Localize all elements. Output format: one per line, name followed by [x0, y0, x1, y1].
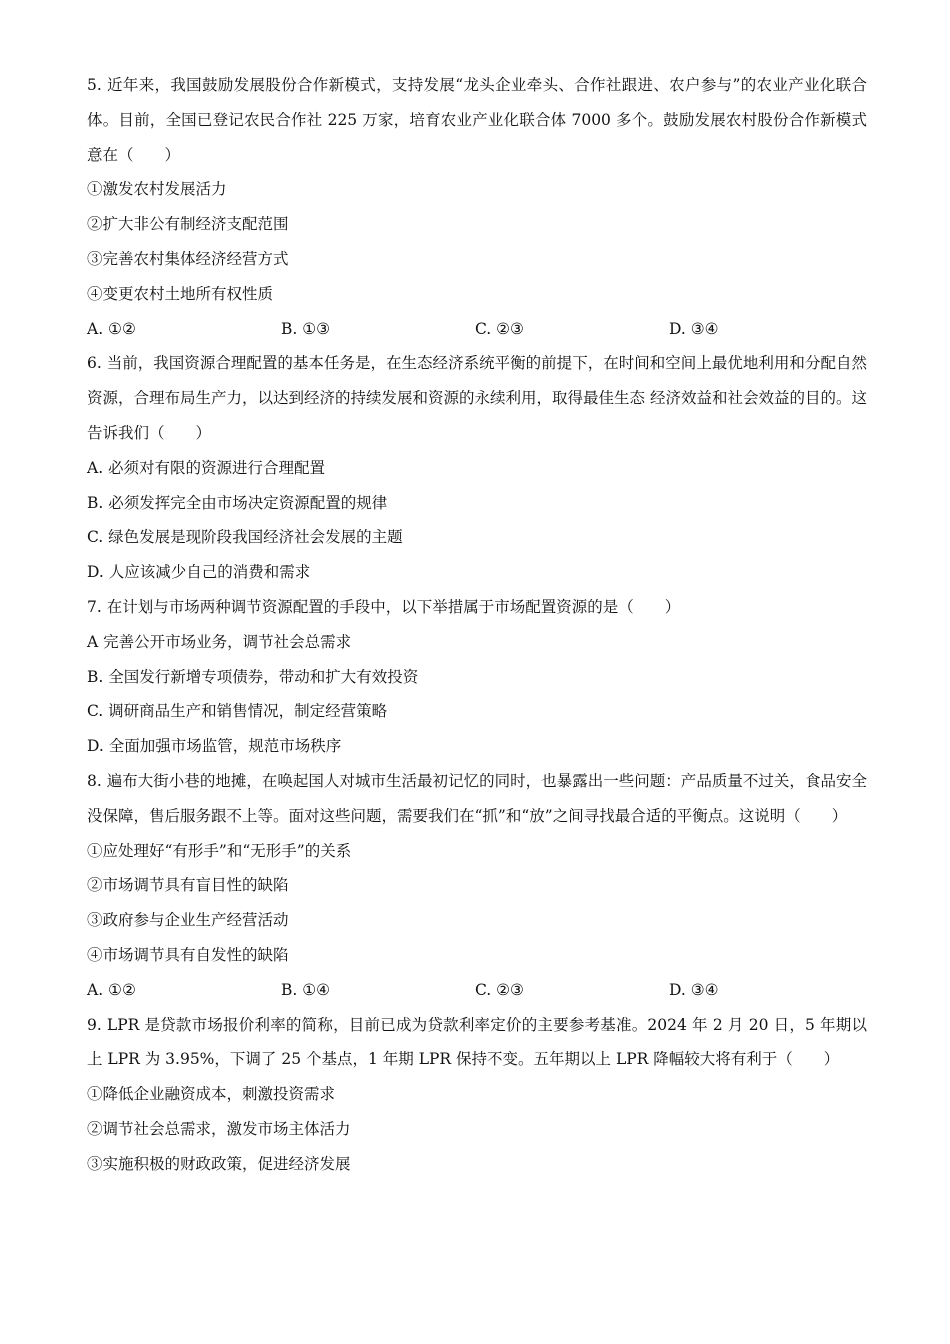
answer-options: [87, 973, 867, 1008]
statement-item: ③完善农村集体经济经营方式: [87, 249, 289, 268]
option-d: D. ③④: [669, 980, 719, 999]
option-c: C. 调研商品生产和销售情况，制定经营策略: [87, 702, 388, 721]
answer-options: [87, 312, 867, 347]
exam-page: [87, 68, 867, 1182]
option-d: D. 人应该减少自己的消费和需求: [87, 563, 311, 582]
option-d: D. ③④: [669, 319, 719, 338]
option-b: B. 全国发行新增专项债券，带动和扩大有效投资: [87, 667, 419, 686]
statement-item: ②调节社会总需求，激发市场主体活力: [87, 1119, 351, 1138]
option-d: D. 全面加强市场监管，规范市场秩序: [87, 737, 342, 756]
question-stem: 7. 在计划与市场两种调节资源配置的手段中，以下举措属于市场配置资源的是（ ）: [87, 597, 681, 616]
question-stem: 9. LPR 是贷款市场报价利率的简称，目前已成为贷款利率定价的主要参考基准。2024 年 2 月 20 日，5 年期以上 LPR 为 3.95%，下调了 25 个基点，1 年期 LPR 保持不变。五年期以上 LPR 降幅较大将有利于（ ）: [87, 1015, 867, 1069]
statement-item: ①降低企业融资成本，刺激投资需求: [87, 1085, 336, 1104]
question-6: [87, 346, 867, 590]
statement-item: ④市场调节具有自发性的缺陷: [87, 945, 289, 964]
statement-item: ②扩大非公有制经济支配范围: [87, 215, 289, 234]
option-b: B. 必须发挥完全由市场决定资源配置的规律: [87, 493, 388, 512]
option-a: A. 必须对有限的资源进行合理配置: [87, 458, 326, 477]
statement-item: ③政府参与企业生产经营活动: [87, 911, 289, 930]
option-a: A. ①②: [87, 319, 136, 338]
statement-item: ①应处理好“有形手”和“无形手”的关系: [87, 841, 352, 860]
option-b: B. ①④: [281, 980, 331, 999]
option-b: B. ①③: [281, 319, 331, 338]
option-a: A. ①②: [87, 980, 136, 999]
option-c: C. ②③: [475, 980, 524, 999]
statement-item: ②市场调节具有盲目性的缺陷: [87, 876, 289, 895]
question-stem: 5. 近年来，我国鼓励发展股份合作新模式，支持发展“龙头企业牵头、合作社跟进、农户参与”的农业产业化联合体。目前，全国已登记农民合作社 225 万家，培育农业产业化联合体 7000 多个。鼓励发展农村股份合作新模式意在（ ）: [87, 76, 867, 164]
question-stem: 6. 当前，我国资源合理配置的基本任务是，在生态经济系统平衡的前提下，在时间和空间上最优地利用和分配自然资源，合理布局生产力，以达到经济的持续发展和资源的永续利用，取得最佳生态 经济效益和社会效益的目的。这告诉我们（ ）: [87, 354, 867, 442]
option-c: C. ②③: [475, 319, 524, 338]
question-stem: 8. 遍布大街小巷的地摊，在唤起国人对城市生活最初记忆的同时，也暴露出一些问题：产品质量不过关，食品安全没保障，售后服务跟不上等。面对这些问题，需要我们在“抓”和“放”之间寻找最合适的平衡点。这说明（ ）: [87, 771, 867, 825]
statement-item: ①激发农村发展活力: [87, 180, 227, 199]
question-5: [87, 68, 867, 346]
option-c: C. 绿色发展是现阶段我国经济社会发展的主题: [87, 528, 403, 547]
statement-item: ④变更农村土地所有权性质: [87, 284, 274, 303]
statement-item: ③实施积极的财政政策，促进经济发展: [87, 1154, 351, 1173]
question-9: [87, 1008, 867, 1182]
option-a: A 完善公开市场业务，调节社会总需求: [87, 632, 352, 651]
question-7: [87, 590, 867, 764]
question-8: [87, 764, 867, 1008]
